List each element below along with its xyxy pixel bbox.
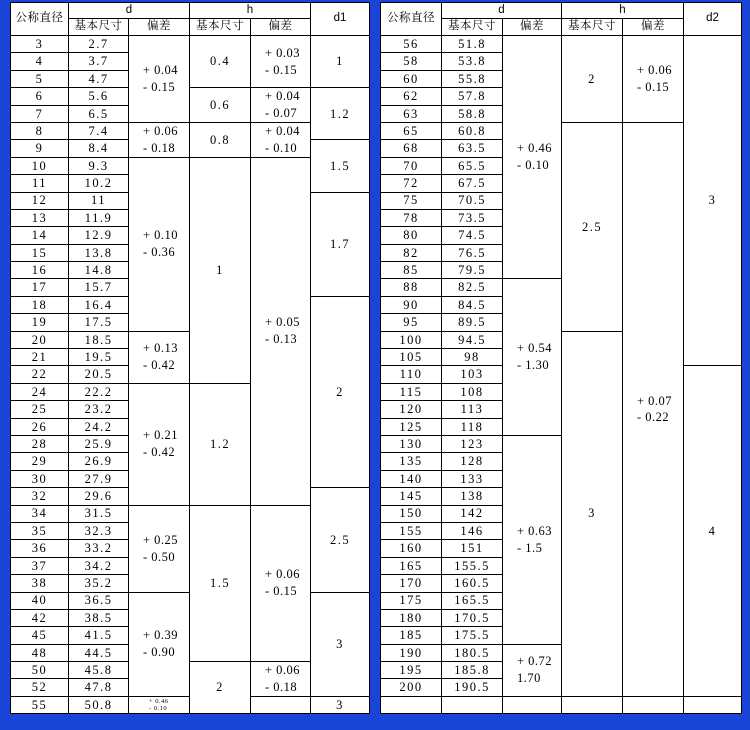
nominal-diameter-cell: 26 — [11, 418, 69, 435]
d-basic-size-cell: 24.2 — [69, 418, 129, 435]
d2-header: d2 — [684, 3, 742, 36]
upper-deviation: + 0.06 — [637, 63, 673, 78]
d-basic-size-cell: 128 — [442, 453, 503, 470]
d1-cell: 1.5 — [311, 140, 370, 192]
d-header: d — [69, 3, 190, 19]
d-basic-size-cell: 175.5 — [442, 627, 503, 644]
h-tolerance-header: 偏差 — [251, 19, 311, 36]
d-basic-size-cell: 51.8 — [442, 36, 503, 53]
upper-deviation: + 0.13 — [143, 341, 179, 356]
d-basic-size-cell: 20.5 — [69, 366, 129, 383]
d-tolerance-cell — [503, 279, 562, 436]
nominal-diameter-cell: 13 — [11, 209, 69, 226]
d-basic-size-cell: 26.9 — [69, 453, 129, 470]
upper-deviation: + 0.63 — [517, 523, 553, 538]
d-basic-size-cell: 15.7 — [69, 279, 129, 296]
d-basic-size-cell: 27.9 — [69, 470, 129, 487]
d-basic-size-cell: 34.2 — [69, 557, 129, 574]
d-basic-size-cell: 170.5 — [442, 609, 503, 626]
h-basic-size-header: 基本尺寸 — [190, 19, 251, 36]
lower-deviation: - 0.18 — [143, 140, 176, 155]
upper-deviation: + 0.10 — [143, 228, 179, 243]
d-basic-size-cell: 155.5 — [442, 557, 503, 574]
d-basic-size-cell: 6.5 — [69, 105, 129, 122]
nominal-diameter-cell: 7 — [11, 105, 69, 122]
lower-deviation: - 0.10 — [517, 158, 550, 173]
d-basic-size-cell: 4.7 — [69, 70, 129, 87]
lower-deviation: - 0.18 — [265, 679, 298, 694]
upper-deviation: + 0.06 — [265, 663, 301, 678]
nominal-diameter-header: 公称直径 — [381, 3, 442, 36]
lower-deviation: - 0.50 — [143, 549, 176, 564]
lower-deviation: - 0.07 — [265, 106, 298, 121]
d-basic-size-cell: 17.5 — [69, 314, 129, 331]
nominal-diameter-cell: 21 — [11, 349, 69, 366]
nominal-diameter-cell: 180 — [381, 609, 442, 626]
d-basic-size-cell: 67.5 — [442, 175, 503, 192]
nominal-diameter-cell: 170 — [381, 575, 442, 592]
upper-deviation: + 0.05 — [265, 315, 301, 330]
nominal-diameter-cell: 200 — [381, 679, 442, 696]
nominal-diameter-header: 公称直径 — [11, 3, 69, 36]
lower-deviation: - 1.30 — [517, 358, 550, 373]
d-basic-size-cell: 13.8 — [69, 244, 129, 261]
d-tolerance-cell — [503, 644, 562, 696]
d-basic-size-cell: 53.8 — [442, 53, 503, 70]
h-basic-size-cell: 2 — [190, 662, 251, 714]
h-basic-size-cell: 2 — [562, 36, 623, 123]
d-basic-size-cell: 10.2 — [69, 175, 129, 192]
d-basic-size-cell: 8.4 — [69, 140, 129, 157]
d-basic-size-cell: 74.5 — [442, 227, 503, 244]
nominal-diameter-cell: 78 — [381, 209, 442, 226]
nominal-diameter-cell: 37 — [11, 557, 69, 574]
nominal-diameter-cell: 36 — [11, 540, 69, 557]
nominal-diameter-cell: 62 — [381, 88, 442, 105]
nominal-diameter-cell: 40 — [11, 592, 69, 609]
nominal-diameter-cell: 38 — [11, 575, 69, 592]
nominal-diameter-cell: 22 — [11, 366, 69, 383]
h-basic-size-cell: 3 — [562, 331, 623, 696]
upper-deviation: + 0.06 — [265, 567, 301, 582]
nominal-diameter-cell: 72 — [381, 175, 442, 192]
nominal-diameter-cell: 34 — [11, 505, 69, 522]
d1-header: d1 — [311, 3, 370, 36]
nominal-diameter-cell: 140 — [381, 470, 442, 487]
nominal-diameter-cell: 165 — [381, 557, 442, 574]
nominal-diameter-cell: 6 — [11, 88, 69, 105]
d-basic-size-cell: 11 — [69, 192, 129, 209]
d-basic-size-cell: 58.8 — [442, 105, 503, 122]
nominal-diameter-cell: 10 — [11, 157, 69, 174]
d-basic-size-cell: 36.5 — [69, 592, 129, 609]
d-basic-size-cell: 151 — [442, 540, 503, 557]
h-tolerance-cell — [623, 696, 684, 713]
nominal-diameter-cell: 115 — [381, 383, 442, 400]
d1-cell: 3 — [311, 696, 370, 713]
d-basic-size-cell: 76.5 — [442, 244, 503, 261]
d2-cell — [684, 696, 742, 713]
nominal-diameter-cell: 120 — [381, 401, 442, 418]
nominal-diameter-cell: 175 — [381, 592, 442, 609]
upper-deviation: + 0.25 — [143, 532, 179, 547]
d-basic-size-cell: 89.5 — [442, 314, 503, 331]
nominal-diameter-cell: 17 — [11, 279, 69, 296]
d-tolerance-cell — [129, 592, 190, 696]
d-basic-size-cell: 185.8 — [442, 662, 503, 679]
nominal-diameter-cell: 58 — [381, 53, 442, 70]
upper-deviation: + 0.46 — [517, 141, 553, 156]
d-basic-size-cell: 9.3 — [69, 157, 129, 174]
h-basic-size-cell: 1 — [190, 157, 251, 383]
nominal-diameter-cell: 25 — [11, 401, 69, 418]
nominal-diameter-cell: 35 — [11, 522, 69, 539]
h-tolerance-cell — [623, 122, 684, 696]
d-basic-size-cell: 32.3 — [69, 522, 129, 539]
lower-deviation: 1.70 — [517, 671, 541, 686]
lower-deviation: - 0.36 — [143, 245, 176, 260]
d-tolerance-cell — [129, 122, 190, 157]
d-basic-size-cell: 113 — [442, 401, 503, 418]
d-tolerance-cell — [129, 505, 190, 592]
table-row — [11, 36, 370, 53]
nominal-diameter-cell: 29 — [11, 453, 69, 470]
lower-deviation: - 0.42 — [143, 358, 176, 373]
d-basic-size-cell: 133 — [442, 470, 503, 487]
table-row — [11, 88, 370, 105]
d-basic-size-cell: 108 — [442, 383, 503, 400]
d-tolerance-header: 偏差 — [129, 19, 190, 36]
d1-cell: 1.2 — [311, 88, 370, 140]
nominal-diameter-cell: 60 — [381, 70, 442, 87]
h-header: h — [190, 3, 311, 19]
upper-deviation: + 0.72 — [517, 654, 553, 669]
upper-deviation: + 0.21 — [143, 428, 179, 443]
upper-deviation: + 0.07 — [637, 393, 673, 408]
nominal-diameter-cell: 4 — [11, 53, 69, 70]
nominal-diameter-cell: 155 — [381, 522, 442, 539]
h-basic-size-cell: 2.5 — [562, 122, 623, 331]
h-tolerance-cell — [251, 88, 311, 123]
nominal-diameter-cell: 52 — [11, 679, 69, 696]
d-basic-size-cell: 33.2 — [69, 540, 129, 557]
nominal-diameter-cell: 63 — [381, 105, 442, 122]
nominal-diameter-cell: 185 — [381, 627, 442, 644]
d-basic-size-cell: 29.6 — [69, 488, 129, 505]
d-tolerance-cell — [129, 36, 190, 123]
d1-cell: 1.7 — [311, 192, 370, 296]
lower-deviation: - 0.90 — [143, 645, 176, 660]
lower-deviation: - 1.5 — [517, 540, 543, 555]
d-basic-size-cell: 165.5 — [442, 592, 503, 609]
nominal-diameter-cell — [381, 696, 442, 713]
lower-deviation: - 0.13 — [265, 332, 298, 347]
nominal-diameter-cell: 55 — [11, 696, 69, 713]
h-basic-size-cell — [562, 696, 623, 713]
d-basic-size-cell: 65.5 — [442, 157, 503, 174]
d1-cell: 2 — [311, 296, 370, 487]
d-basic-size-cell: 14.8 — [69, 262, 129, 279]
d-basic-size-cell: 35.2 — [69, 575, 129, 592]
nominal-diameter-cell: 150 — [381, 505, 442, 522]
d-basic-size-cell: 94.5 — [442, 331, 503, 348]
nominal-diameter-cell: 100 — [381, 331, 442, 348]
d-tolerance-cell — [503, 36, 562, 279]
d-tolerance-header: 偏差 — [503, 19, 562, 36]
d-basic-size-cell: 55.8 — [442, 70, 503, 87]
d-basic-size-cell: 190.5 — [442, 679, 503, 696]
nominal-diameter-cell: 135 — [381, 453, 442, 470]
nominal-diameter-cell: 65 — [381, 122, 442, 139]
nominal-diameter-cell: 50 — [11, 662, 69, 679]
upper-deviation: + 0.06 — [143, 123, 179, 138]
nominal-diameter-cell: 24 — [11, 383, 69, 400]
d-basic-size-cell: 138 — [442, 488, 503, 505]
nominal-diameter-cell: 70 — [381, 157, 442, 174]
d-header: d — [442, 3, 562, 19]
nominal-diameter-cell: 82 — [381, 244, 442, 261]
d-basic-size-cell: 98 — [442, 349, 503, 366]
upper-deviation: + 0.39 — [143, 628, 179, 643]
d-basic-size-cell: 3.7 — [69, 53, 129, 70]
d-basic-size-cell: 146 — [442, 522, 503, 539]
d1-cell: 2.5 — [311, 488, 370, 592]
h-basic-size-header: 基本尺寸 — [562, 19, 623, 36]
d-basic-size-cell: 84.5 — [442, 296, 503, 313]
d-basic-size-cell: 18.5 — [69, 331, 129, 348]
nominal-diameter-cell: 145 — [381, 488, 442, 505]
d-basic-size-cell: 41.5 — [69, 627, 129, 644]
nominal-diameter-cell: 95 — [381, 314, 442, 331]
h-basic-size-cell: 0.6 — [190, 88, 251, 123]
nominal-diameter-cell: 56 — [381, 36, 442, 53]
table-row — [381, 696, 742, 713]
nominal-diameter-cell: 11 — [11, 175, 69, 192]
h-tolerance-cell — [251, 36, 311, 88]
d-basic-size-cell: 79.5 — [442, 262, 503, 279]
upper-deviation: + 0.03 — [265, 45, 301, 60]
nominal-diameter-cell: 9 — [11, 140, 69, 157]
d-basic-size-cell: 160.5 — [442, 575, 503, 592]
d-tolerance-cell — [503, 696, 562, 713]
d-basic-size-cell: 19.5 — [69, 349, 129, 366]
nominal-diameter-cell: 20 — [11, 331, 69, 348]
d-basic-size-cell: 57.8 — [442, 88, 503, 105]
nominal-diameter-cell: 45 — [11, 627, 69, 644]
d-basic-size-cell: 12.9 — [69, 227, 129, 244]
d-basic-size-cell: 44.5 — [69, 644, 129, 661]
nominal-diameter-cell: 15 — [11, 244, 69, 261]
nominal-diameter-cell: 18 — [11, 296, 69, 313]
d-basic-size-cell: 31.5 — [69, 505, 129, 522]
upper-deviation: + 0.04 — [143, 63, 179, 78]
right-dimension-table — [380, 2, 742, 714]
lower-deviation: - 0.15 — [265, 62, 298, 77]
upper-deviation: + 0.46 — [149, 697, 169, 705]
nominal-diameter-cell: 8 — [11, 122, 69, 139]
nominal-diameter-cell: 75 — [381, 192, 442, 209]
nominal-diameter-cell: 80 — [381, 227, 442, 244]
lower-deviation: - 0.15 — [637, 79, 670, 94]
d-basic-size-cell: 23.2 — [69, 401, 129, 418]
h-header: h — [562, 3, 684, 19]
d1-cell: 1 — [311, 36, 370, 88]
d-basic-size-cell: 16.4 — [69, 296, 129, 313]
nominal-diameter-cell: 88 — [381, 279, 442, 296]
d-basic-size-cell: 38.5 — [69, 609, 129, 626]
d-tolerance-cell — [129, 157, 190, 331]
d-basic-size-cell: 22.2 — [69, 383, 129, 400]
nominal-diameter-cell: 68 — [381, 140, 442, 157]
h-tolerance-cell — [251, 662, 311, 697]
d-basic-size-cell: 60.8 — [442, 122, 503, 139]
d-basic-size-cell: 123 — [442, 435, 503, 452]
d-tolerance-cell — [129, 331, 190, 383]
d-basic-size-cell: 50.8 — [69, 696, 129, 713]
h-tolerance-cell — [623, 36, 684, 123]
nominal-diameter-cell: 105 — [381, 349, 442, 366]
nominal-diameter-cell: 16 — [11, 262, 69, 279]
d-basic-size-cell: 5.6 — [69, 88, 129, 105]
nominal-diameter-cell: 125 — [381, 418, 442, 435]
d-tolerance-cell — [503, 435, 562, 644]
upper-deviation: + 0.04 — [265, 89, 301, 104]
nominal-diameter-cell: 5 — [11, 70, 69, 87]
d-basic-size-header: 基本尺寸 — [442, 19, 503, 36]
d2-cell: 4 — [684, 366, 742, 696]
h-tolerance-cell — [251, 157, 311, 505]
d-basic-size-cell: 118 — [442, 418, 503, 435]
nominal-diameter-cell: 30 — [11, 470, 69, 487]
d-basic-size-cell: 180.5 — [442, 644, 503, 661]
d-basic-size-cell: 25.9 — [69, 435, 129, 452]
d-basic-size-cell: 7.4 — [69, 122, 129, 139]
d-tolerance-cell — [129, 383, 190, 505]
h-tolerance-header: 偏差 — [623, 19, 684, 36]
d-basic-size-cell: 73.5 — [442, 209, 503, 226]
h-basic-size-cell: 0.8 — [190, 122, 251, 157]
nominal-diameter-cell: 195 — [381, 662, 442, 679]
nominal-diameter-cell: 3 — [11, 36, 69, 53]
h-tolerance-cell — [251, 696, 311, 713]
nominal-diameter-cell: 12 — [11, 192, 69, 209]
lower-deviation: - 0.15 — [143, 79, 176, 94]
d-basic-size-cell: 2.7 — [69, 36, 129, 53]
d-basic-size-cell: 63.5 — [442, 140, 503, 157]
d-basic-size-cell — [442, 696, 503, 713]
nominal-diameter-cell: 32 — [11, 488, 69, 505]
d-basic-size-cell: 45.8 — [69, 662, 129, 679]
d-basic-size-cell: 142 — [442, 505, 503, 522]
lower-deviation: - 0.15 — [265, 584, 298, 599]
nominal-diameter-cell: 14 — [11, 227, 69, 244]
d-basic-size-cell: 47.8 — [69, 679, 129, 696]
lower-deviation: - 0.22 — [637, 410, 670, 425]
nominal-diameter-cell: 190 — [381, 644, 442, 661]
h-basic-size-cell: 1.2 — [190, 383, 251, 505]
d2-cell: 3 — [684, 36, 742, 366]
d-tolerance-cell — [129, 696, 190, 713]
nominal-diameter-cell: 160 — [381, 540, 442, 557]
lower-deviation: - 0.10 — [265, 140, 298, 155]
nominal-diameter-cell: 42 — [11, 609, 69, 626]
h-basic-size-cell: 1.5 — [190, 505, 251, 662]
d-basic-size-cell: 82.5 — [442, 279, 503, 296]
upper-deviation: + 0.54 — [517, 341, 553, 356]
table-row — [381, 36, 742, 53]
h-basic-size-cell: 0.4 — [190, 36, 251, 88]
nominal-diameter-cell: 110 — [381, 366, 442, 383]
d-basic-size-cell: 70.5 — [442, 192, 503, 209]
d1-cell: 3 — [311, 592, 370, 696]
nominal-diameter-cell: 19 — [11, 314, 69, 331]
lower-deviation: - 0.42 — [143, 445, 176, 460]
upper-deviation: + 0.04 — [265, 123, 301, 138]
nominal-diameter-cell: 48 — [11, 644, 69, 661]
nominal-diameter-cell: 90 — [381, 296, 442, 313]
d-basic-size-header: 基本尺寸 — [69, 19, 129, 36]
h-tolerance-cell — [251, 505, 311, 662]
nominal-diameter-cell: 28 — [11, 435, 69, 452]
nominal-diameter-cell: 130 — [381, 435, 442, 452]
left-dimension-table — [10, 2, 370, 714]
nominal-diameter-cell: 85 — [381, 262, 442, 279]
d-basic-size-cell: 103 — [442, 366, 503, 383]
lower-deviation: - 0.10 — [149, 705, 168, 713]
h-tolerance-cell — [251, 122, 311, 157]
d-basic-size-cell: 11.9 — [69, 209, 129, 226]
